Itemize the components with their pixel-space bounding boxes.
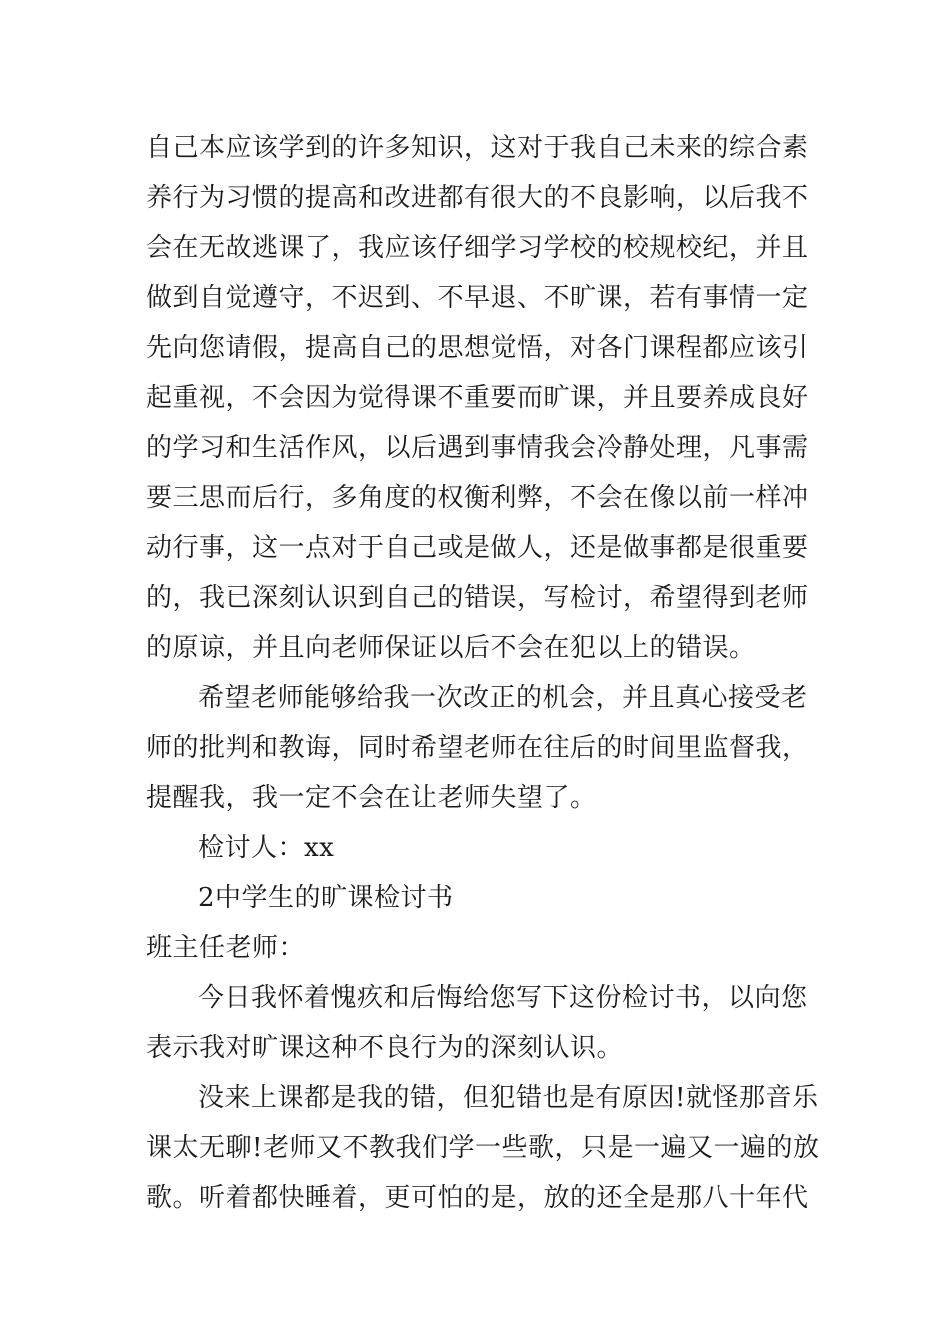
paragraph-first-line: 今日我怀着愧疚和后悔给您写下这份检讨书，以向您: [198, 983, 808, 1013]
text-line: 的学习和生活作风，以后遇到事情我会冷静处理，凡事需: [146, 433, 809, 463]
text-line: 自己本应该学到的许多知识，这对于我自己未来的综合素: [146, 133, 809, 163]
text-line: 课太无聊!老师又不教我们学一些歌，只是一遍又一遍的放: [146, 1133, 820, 1163]
text-line: 要三思而后行，多角度的权衡利弊，不会在像以前一样冲: [146, 483, 809, 513]
text-line: 歌。听着都快睡着，更可怕的是，放的还全是那八十年代: [146, 1183, 809, 1213]
text-line: 做到自觉遵守，不迟到、不早退、不旷课，若有事情一定: [146, 283, 809, 313]
section-heading: 2中学生的旷课检讨书: [198, 883, 454, 913]
text-line: 起重视，不会因为觉得课不重要而旷课，并且要养成良好: [146, 383, 809, 413]
text-line: 的，我已深刻认识到自己的错误，写检讨，希望得到老师: [146, 583, 809, 613]
text-line: 会在无故逃课了，我应该仔细学习学校的校规校纪，并且: [146, 233, 809, 263]
text-line: 养行为习惯的提高和改进都有很大的不良影响，以后我不: [146, 183, 809, 213]
text-line: 先向您请假，提高自己的思想觉悟，对各门课程都应该引: [146, 333, 809, 363]
text-line: 提醒我，我一定不会在让老师失望了。: [146, 783, 597, 813]
paragraph-first-line: 没来上课都是我的错，但犯错也是有原因!就怪那音乐: [198, 1083, 819, 1113]
salutation: 班主任老师：: [146, 933, 306, 963]
text-line: 的原谅，并且向老师保证以后不会在犯以上的错误。: [146, 633, 756, 663]
text-line: 动行事，这一点对于自己或是做人，还是做事都是很重要: [146, 533, 809, 563]
text-line: 师的批判和教诲，同时希望老师在往后的时间里监督我，: [146, 733, 809, 763]
paragraph-first-line: 希望老师能够给我一次改正的机会，并且真心接受老: [198, 683, 808, 713]
signature-line: 检讨人：xx: [198, 833, 335, 863]
text-line: 表示我对旷课这种不良行为的深刻认识。: [146, 1033, 624, 1063]
